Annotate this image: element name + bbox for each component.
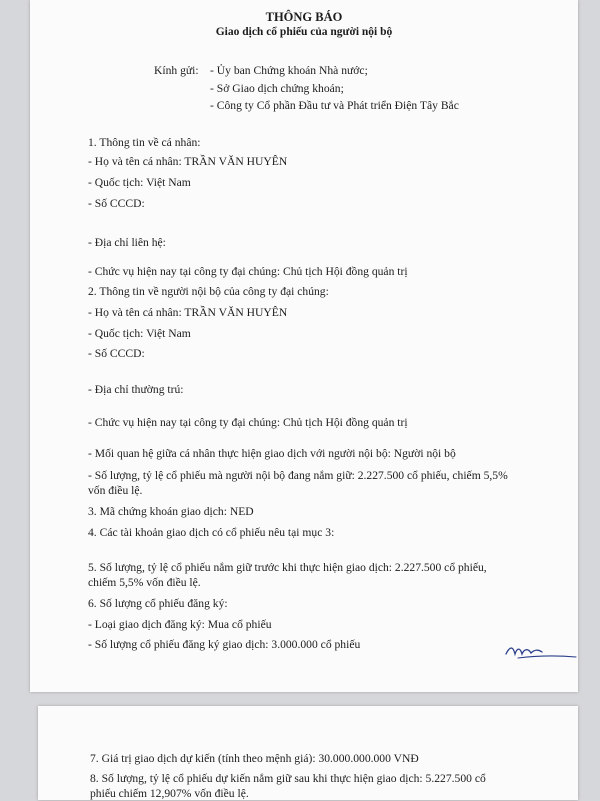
s2-relationship: - Mối quan hệ giữa cá nhân thực hiện giao dịch với người nội bộ: Người nội bộ [88,447,456,460]
signature-mark [504,640,578,664]
section-4: 4. Các tài khoản giao dịch có cổ phiếu nêu tại mục 3: [88,526,335,539]
document-page-1 [30,0,578,692]
s6-quantity: - Số lượng cổ phiếu đăng ký giao dịch: 3.000.000 cổ phiếu [88,638,361,651]
section-8-line-1: 8. Số lượng, tỷ lệ cổ phiếu dự kiến nắm giữ sau khi thực hiện giao dịch: 5.227.500 cổ [90,772,486,785]
recipient-2: - Sở Giao dịch chứng khoán; [210,82,344,95]
s2-name: - Họ và tên cá nhân: TRẦN VĂN HUYÊN [88,306,288,319]
s2-holding-line-2: vốn điều lệ. [88,484,143,497]
section-5-line-1: 5. Số lượng, tỷ lệ cổ phiếu nắm giữ trước khi thực hiện giao dịch: 2.227.500 cổ phiếu, [88,561,487,574]
section-5-line-2: chiếm 5,5% vốn điều lệ. [88,576,201,589]
s2-nationality: - Quốc tịch: Việt Nam [88,327,191,340]
document-page-2 [38,706,578,800]
section-6-heading: 6. Số lượng cổ phiếu đăng ký: [88,597,228,610]
document-title: THÔNG BÁO [265,10,343,24]
s1-name: - Họ và tên cá nhân: TRẦN VĂN HUYÊN [88,155,288,168]
s1-id: - Số CCCD: [88,197,145,210]
s1-nationality: - Quốc tịch: Việt Nam [88,176,191,189]
s2-position: - Chức vụ hiện nay tại công ty đại chúng: Chủ tịch Hội đồng quản trị [88,416,408,429]
s2-holding-line-1: - Số lượng, tỷ lệ cổ phiếu mà người nội bộ đang nắm giữ: 2.227.500 cổ phiếu, chiếm 5,5% [88,469,508,482]
recipient-label: Kính gửi: [154,64,199,77]
section-2-heading: 2. Thông tin về người nội bộ của công ty đại chúng: [88,285,329,298]
section-8-line-2: phiếu chiếm 12,907% vốn điều lệ. [90,787,249,800]
s2-id: - Số CCCD: [88,347,145,360]
s2-address: - Địa chỉ thường trú: [88,383,184,396]
s1-position: - Chức vụ hiện nay tại công ty đại chúng: Chủ tịch Hội đồng quản trị [88,265,408,278]
s6-type: - Loại giao dịch đăng ký: Mua cổ phiếu [88,618,272,631]
section-3: 3. Mã chứng khoán giao dịch: NED [88,505,254,518]
recipient-1: - Ủy ban Chứng khoán Nhà nước; [210,64,368,77]
section-1-heading: 1. Thông tin về cá nhân: [88,136,201,149]
s1-address: - Địa chỉ liên hệ: [88,236,166,249]
recipient-3: - Công ty Cổ phần Đầu tư và Phát triển Điện Tây Bắc [210,99,459,112]
section-7: 7. Giá trị giao dịch dự kiến (tính theo mệnh giá): 30.000.000.000 VNĐ [90,752,419,765]
document-subtitle: Giao dịch cổ phiếu của người nội bộ [215,26,393,38]
